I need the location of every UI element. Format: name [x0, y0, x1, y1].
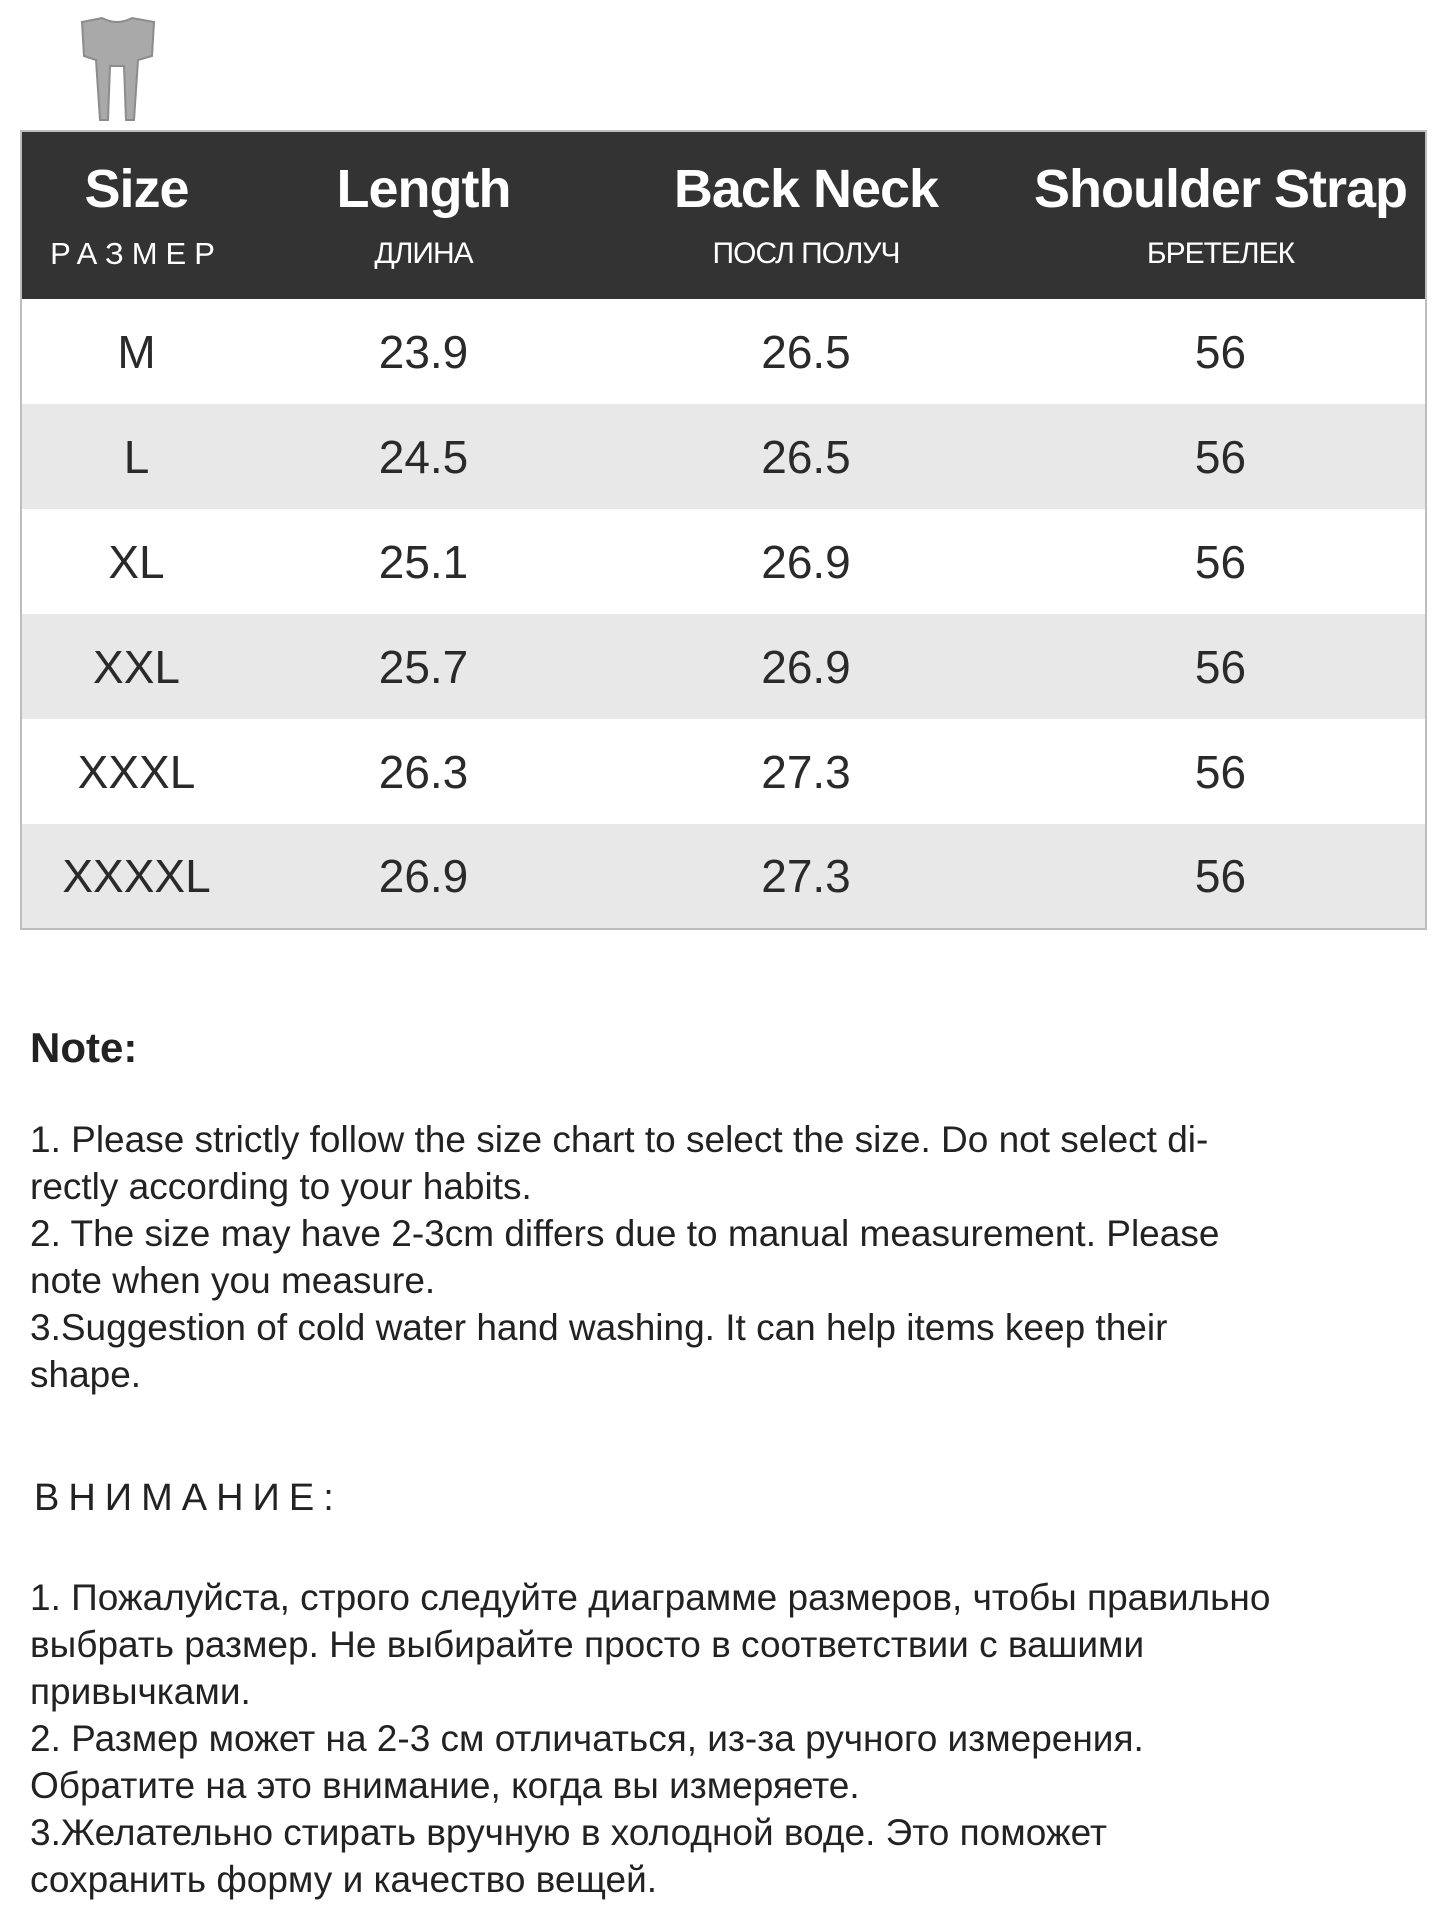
header-size-en: Size: [84, 158, 189, 219]
table-header-row: [21, 131, 1426, 299]
cell-length: 24.5: [378, 430, 469, 483]
note-ru-line: привычками.: [30, 1671, 251, 1712]
crop-top-garment-icon: [72, 16, 162, 126]
cell-length: 23.9: [378, 325, 469, 378]
cell-size: L: [123, 430, 150, 483]
note-ru-line: Обратите на это внимание, когда вы измеряете.: [30, 1765, 860, 1806]
cell-back-neck: 27.3: [761, 745, 851, 798]
table-row: [21, 614, 1426, 719]
note-ru-line: выбрать размер. Не выбирайте просто в соответствии с вашими: [30, 1624, 1145, 1665]
header-shoulder-strap: [1016, 131, 1426, 299]
table-row: [21, 509, 1426, 614]
table-row: [21, 404, 1426, 509]
cell-back-neck: 26.5: [761, 325, 851, 378]
note-en-line: shape.: [30, 1354, 142, 1395]
note-en-line: rectly according to your habits.: [30, 1166, 532, 1207]
size-chart-table: [20, 130, 1427, 930]
header-shoulder-strap-ru: БРЕТЕЛЕК: [1146, 236, 1295, 270]
cell-size: XXL: [93, 640, 180, 693]
cell-shoulder-strap: 56: [1194, 430, 1247, 483]
cell-length: 25.7: [378, 640, 469, 693]
cell-shoulder-strap: 56: [1194, 535, 1247, 588]
cell-size: M: [117, 325, 156, 378]
header-back-neck-en: Back Neck: [673, 158, 939, 219]
note-en-line: 1. Please strictly follow the size chart to select the size. Do not select di-: [30, 1119, 1209, 1160]
cell-back-neck: 26.9: [761, 640, 851, 693]
note-en-line: note when you measure.: [30, 1260, 436, 1301]
header-length-ru: ДЛИНА: [374, 236, 473, 270]
cell-shoulder-strap: 56: [1194, 325, 1247, 378]
cell-length: 25.1: [378, 535, 469, 588]
header-back-neck: [596, 131, 1016, 299]
note-ru-line: сохранить форму и качество вещей.: [30, 1859, 658, 1900]
table-row: [21, 824, 1426, 929]
note-ru-line: 2. Размер может на 2-3 см отличаться, из-за ручного измерения.: [30, 1718, 1144, 1759]
header-back-neck-ru: ПОСЛ ПОЛУЧ: [712, 236, 900, 270]
cell-shoulder-strap: 56: [1194, 745, 1247, 798]
cell-shoulder-strap: 56: [1194, 850, 1247, 902]
header-shoulder-strap-en: Shoulder Strap: [1033, 158, 1408, 219]
header-size-ru: РАЗМЕР: [50, 235, 223, 271]
notes-section: [30, 1020, 1410, 1903]
table-row: [21, 299, 1426, 404]
table-row: [21, 719, 1426, 824]
cell-size: XXXL: [77, 745, 196, 798]
cell-length: 26.9: [378, 850, 469, 902]
cell-size: XL: [108, 535, 165, 588]
note-ru-line: 1. Пожалуйста, строго следуйте диаграмме размеров, чтобы правильно: [30, 1577, 1271, 1618]
note-ru-line: 3.Желательно стирать вручную в холодной воде. Это поможет: [30, 1812, 1107, 1853]
note-title-ru: ВНИМАНИЕ:: [34, 1477, 343, 1519]
header-length-en: Length: [336, 158, 511, 219]
cell-length: 26.3: [378, 745, 469, 798]
cell-back-neck: 27.3: [761, 850, 851, 902]
note-title-en: Note:: [30, 1024, 138, 1071]
cell-back-neck: 26.5: [761, 430, 851, 483]
cell-shoulder-strap: 56: [1194, 640, 1247, 693]
cell-size: XXXXL: [62, 850, 211, 902]
header-length: [251, 131, 596, 299]
note-en-line: 2. The size may have 2-3cm differs due to manual measurement. Please: [30, 1213, 1220, 1254]
header-size: [21, 131, 251, 299]
cell-back-neck: 26.9: [761, 535, 851, 588]
note-en-line: 3.Suggestion of cold water hand washing. It can help items keep their: [30, 1307, 1168, 1348]
